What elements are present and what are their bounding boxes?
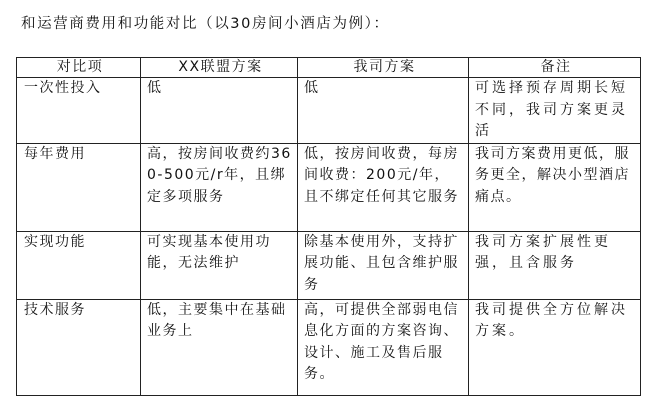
remarks-cell: 我司方案费用更低，服务更全，解决小型酒店痛点。 — [469, 143, 641, 231]
row-label: 每年费用 — [17, 143, 141, 231]
remarks-cell: 可选择预存周期长短不同，我司方案更灵活 — [469, 78, 641, 144]
our-plan-cell: 高，可提供全部弱电信息化方面的方案咨询、设计、施工及售后服务。 — [298, 299, 469, 395]
table-header-row — [17, 58, 641, 78]
page-title: 和运营商费用和功能对比（以30房间小酒店为例）： — [21, 16, 390, 32]
table-row — [17, 231, 641, 299]
row-label: 技术服务 — [17, 299, 141, 395]
our-plan-cell: 除基本使用外，支持扩展功能、且包含维护服务 — [298, 231, 469, 299]
header-item: 对比项 — [17, 58, 141, 78]
xx-plan-cell: 低，主要集中在基础业务上 — [141, 299, 298, 395]
row-label: 一次性投入 — [17, 78, 141, 144]
table-row — [17, 299, 641, 395]
header-our-plan: 我司方案 — [298, 58, 469, 78]
xx-plan-cell: 可实现基本使用功能，无法维护 — [141, 231, 298, 299]
our-plan-cell: 低 — [298, 78, 469, 144]
our-plan-cell: 低，按房间收费，每房间收费：200元/年，且不绑定任何其它服务 — [298, 143, 469, 231]
xx-plan-cell: 高，按房间收费约360-500元/r年，且绑定多项服务 — [141, 143, 298, 231]
remarks-cell: 我司提供全方位解决方案。 — [469, 299, 641, 395]
header-xx-plan: XX联盟方案 — [141, 58, 298, 78]
row-label: 实现功能 — [17, 231, 141, 299]
table-row — [17, 143, 641, 231]
remarks-cell: 我司方案扩展性更强，且含服务 — [469, 231, 641, 299]
comparison-table — [16, 57, 641, 396]
xx-plan-cell: 低 — [141, 78, 298, 144]
header-remarks: 备注 — [469, 58, 641, 78]
table-row — [17, 78, 641, 144]
